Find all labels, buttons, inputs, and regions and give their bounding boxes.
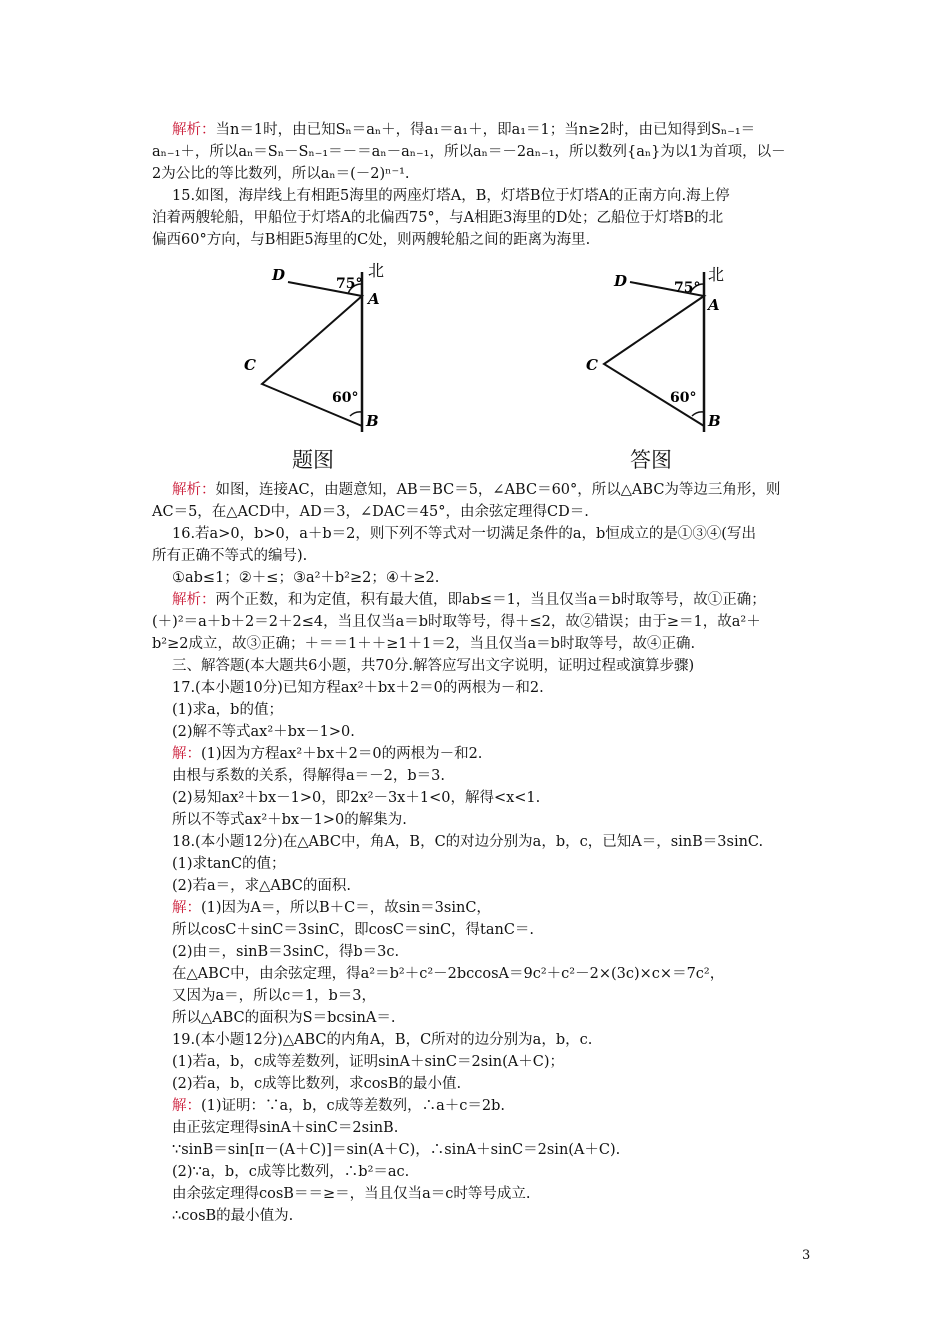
text-line: 解：(1)因为A＝，所以B＋C＝，故sin＝3sinC， xyxy=(172,900,491,916)
text-line: 偏西60°方向，与B相距5海里的C处，则两艘轮船之间的距离为海里. xyxy=(152,232,591,248)
analysis-label: 解析： xyxy=(172,482,216,498)
solution-label: 解： xyxy=(172,746,201,762)
text-line: 解析：当n＝1时，由已知Sₙ＝aₙ＋，得a₁＝a₁＋，即a₁＝1；当n≥2时，由已知得到Sₙ₋₁＝ xyxy=(172,122,756,138)
label-d: D xyxy=(614,272,628,290)
question-15: 15.如图，海岸线上有相距5海里的两座灯塔A，B，灯塔B位于灯塔A的正南方向.海上停 xyxy=(172,188,730,204)
question-19: 19.(本小题12分)△ABC的内角A，B，C所对的边分别为a，b，c. xyxy=(172,1032,593,1048)
text-line: 解：(1)证明：∵a，b，c成等差数列，∴a＋c＝2b. xyxy=(172,1098,505,1114)
text-line: aₙ₋₁＋，所以aₙ＝Sₙ－Sₙ₋₁＝－＝aₙ－aₙ₋₁，所以aₙ＝－2aₙ₋₁，所以数列{aₙ}为以1为首项，以－ xyxy=(152,144,786,160)
page-number: 3 xyxy=(802,1248,811,1263)
text-line: 解析：如图，连接AC，由题意知，AB＝BC＝5，∠ABC＝60°，所以△ABC为等边三角形，则 xyxy=(172,482,781,498)
text-line: (1)求a，b的值； xyxy=(172,702,283,718)
analysis-label: 解析： xyxy=(172,592,216,608)
north-label: 北 xyxy=(708,265,725,284)
label-b: B xyxy=(708,412,721,430)
section-heading: 三、解答题(本大题共6小题，共70分.解答应写出文字说明，证明过程或演算步骤) xyxy=(172,658,695,674)
question-16: 16.若a>0，b>0，a＋b＝2，则下列不等式对一切满足条件的a，b恒成立的是①③④(写出 xyxy=(172,526,756,542)
figure-caption-question: 题图 xyxy=(292,448,334,472)
angle-75: 75° xyxy=(336,276,363,292)
label-c: C xyxy=(244,356,256,374)
text-line: (1)求tanC的值； xyxy=(172,856,286,872)
question-18: 18.(本小题12分)在△ABC中，角A，B，C的对边分别为a，b，c，已知A＝，sinB＝3sinC. xyxy=(172,834,764,850)
text-line: (2)若a，b，c成等比数列，求cosB的最小值. xyxy=(172,1076,462,1092)
text-line: (2)由＝，sinB＝3sinC，得b＝3c. xyxy=(172,944,400,960)
text-line: 所以△ABC的面积为S＝bcsinA＝. xyxy=(172,1010,396,1026)
text-line: (2)若a＝，求△ABC的面积. xyxy=(172,878,351,894)
text-line: 由余弦定理得cosB＝＝≥＝，当且仅当a＝c时等号成立. xyxy=(172,1186,531,1202)
label-b: B xyxy=(366,412,379,430)
text-line: (2)∵a，b，c成等比数列，∴b²＝ac. xyxy=(172,1164,410,1180)
text-line: ∴cosB的最小值为. xyxy=(172,1208,294,1224)
label-a: A xyxy=(708,296,720,314)
angle-60: 60° xyxy=(670,390,697,406)
text-line: 所以不等式ax²＋bx－1>0的解集为. xyxy=(172,812,407,828)
text-line: AC＝5，在△ACD中，AD＝3，∠DAC＝45°，由余弦定理得CD＝. xyxy=(152,504,589,520)
text-line: 所以cosC＋sinC＝3sinC，即cosC＝sinC，得tanC＝. xyxy=(172,922,535,938)
figure-answer-diagram xyxy=(578,262,738,442)
angle-60: 60° xyxy=(332,390,359,406)
label-d: D xyxy=(272,266,286,284)
figure-question-diagram xyxy=(236,262,396,442)
text-line: ∵sinB＝sin[π－(A＋C)]＝sin(A＋C)，∴sinA＋sinC＝2sin(A＋C). xyxy=(172,1142,621,1158)
label-c: C xyxy=(586,356,598,374)
text-line: 在△ABC中，由余弦定理，得a²＝b²＋c²－2bccosA＝9c²＋c²－2×(3c)×c×＝7c²， xyxy=(172,966,725,982)
figure-caption-answer: 答图 xyxy=(630,448,672,472)
question-17: 17.(本小题10分)已知方程ax²＋bx＋2＝0的两根为－和2. xyxy=(172,680,544,696)
solution-label: 解： xyxy=(172,1098,201,1114)
text-line: (1)若a，b，c成等差数列，证明sinA＋sinC＝2sin(A＋C)； xyxy=(172,1054,565,1070)
text-line: (2)解不等式ax²＋bx－1>0. xyxy=(172,724,355,740)
text-line: 所有正确不等式的编号). xyxy=(152,548,308,564)
analysis-label: 解析： xyxy=(172,122,216,138)
label-a: A xyxy=(368,290,380,308)
text-line: 由根与系数的关系，得解得a＝－2，b＝3. xyxy=(172,768,445,784)
angle-75: 75° xyxy=(674,280,701,296)
text-line: b²≥2成立，故③正确；＋＝＝1＋＋≥1＋1＝2，当且仅当a＝b时取等号，故④正确. xyxy=(152,636,696,652)
solution-label: 解： xyxy=(172,900,201,916)
text-line: (＋)²＝a＋b＋2＝2＋2≤4，当且仅当a＝b时取等号，得＋≤2，故②错误；由于≥＝1，故a²＋ xyxy=(152,614,761,630)
text-line: ①ab≤1；②＋≤；③a²＋b²≥2；④＋≥2. xyxy=(172,570,440,586)
text-line: (2)易知ax²＋bx－1>0，即2x²－3x＋1<0，解得<x<1. xyxy=(172,790,541,806)
text-line: 解析：两个正数，和为定值，积有最大值，即ab≤＝1，当且仅当a＝b时取等号，故①正确； xyxy=(172,592,766,608)
text-line: 解：(1)因为方程ax²＋bx＋2＝0的两根为－和2. xyxy=(172,746,483,762)
text-line: 由正弦定理得sinA＋sinC＝2sinB. xyxy=(172,1120,399,1136)
text-line: 泊着两艘轮船，甲船位于灯塔A的北偏西75°，与A相距3海里的D处；乙船位于灯塔B的北 xyxy=(152,210,724,226)
text-line: 又因为a＝，所以c＝1，b＝3， xyxy=(172,988,376,1004)
north-label: 北 xyxy=(368,262,385,280)
text-line: 2为公比的等比数列，所以aₙ＝(－2)ⁿ⁻¹. xyxy=(152,166,410,182)
